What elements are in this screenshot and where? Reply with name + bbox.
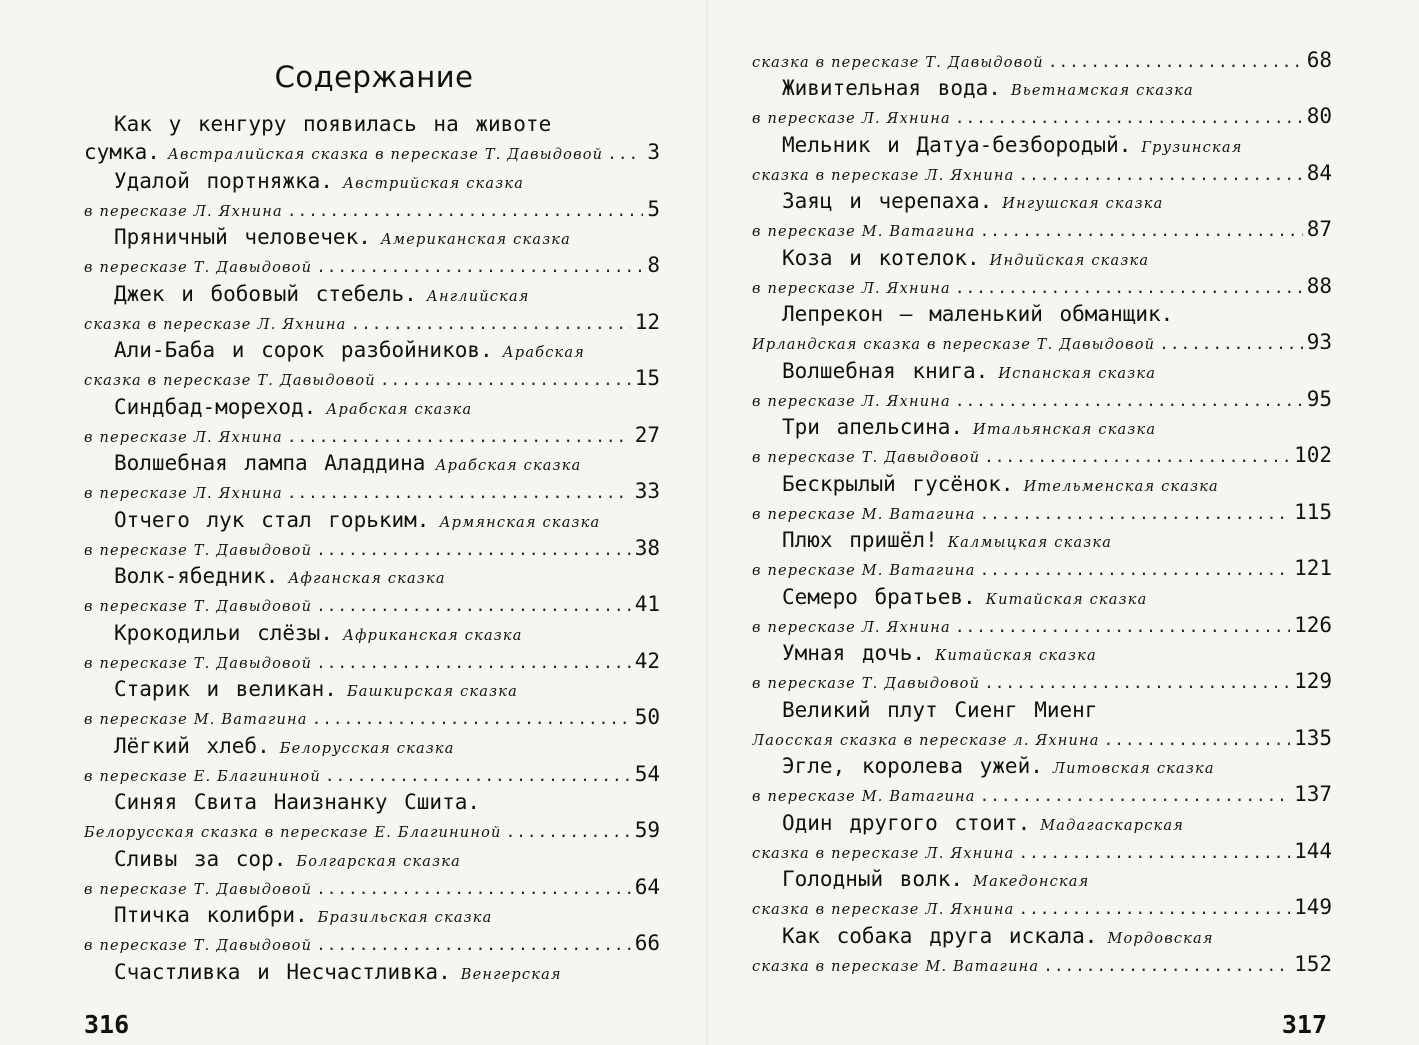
- toc-entry: [752, 924, 1332, 981]
- entry-title: Коза и котелок.: [782, 245, 980, 270]
- toc-entry: [84, 395, 660, 452]
- entry-title: Волк-ябедник.: [114, 564, 279, 588]
- toc-entry-line: [752, 330, 1332, 358]
- entry-page: 84: [1306, 160, 1332, 185]
- entry-page: 27: [634, 422, 660, 447]
- entry-source: сказка в пересказе Т. Давыдовой: [752, 55, 1044, 71]
- toc-entry-line: [84, 818, 660, 846]
- entry-title: Синдбад-мореход.: [114, 394, 317, 419]
- toc-entry-line: [84, 875, 660, 903]
- entry-origin: Арабская сказка: [326, 401, 473, 418]
- entry-source: сказка в пересказе Л. Яхнина: [84, 316, 347, 333]
- entry-page: 15: [634, 366, 660, 391]
- dot-leader: [607, 144, 643, 163]
- toc-entry: [752, 472, 1332, 529]
- entry-source: сказка в пересказе Т. Давыдовой: [84, 373, 376, 390]
- entry-source: в пересказе М. Ватагина: [752, 789, 976, 806]
- entry-source: в пересказе Т. Давыдовой: [84, 655, 313, 672]
- toc-entry: [752, 528, 1332, 585]
- toc-entry: [84, 621, 660, 678]
- toc-entry-line: [84, 197, 660, 225]
- toc-entry-line: [752, 867, 1332, 895]
- toc-entry-line: [752, 443, 1332, 471]
- dot-leader: [287, 483, 631, 502]
- dot-leader: [980, 504, 1290, 523]
- entry-title: Как собака друга искала.: [782, 923, 1098, 948]
- toc-entry: [84, 282, 660, 339]
- toc-entry-line: [84, 169, 660, 197]
- toc-entry-line: [752, 104, 1332, 132]
- toc-entry: [84, 338, 660, 395]
- entry-title: Лёгкий хлеб.: [114, 733, 270, 758]
- entry-page: 88: [1306, 273, 1332, 298]
- dot-leader: [1019, 165, 1303, 184]
- toc-entry-line: [84, 705, 660, 733]
- entry-origin: Бразильская сказка: [317, 910, 493, 926]
- entry-page: 8: [647, 253, 660, 278]
- toc-entry-line: [752, 217, 1332, 245]
- toc-entry-line: [752, 274, 1332, 302]
- entry-origin: Испанская сказка: [998, 365, 1157, 382]
- entry-page: 66: [634, 931, 660, 956]
- toc-entry-line: [752, 387, 1332, 415]
- toc-entry-line: [752, 246, 1332, 274]
- entry-origin: Американская сказка: [380, 232, 572, 248]
- toc-entry-line: [84, 903, 660, 931]
- entry-page: 144: [1294, 838, 1332, 863]
- toc-entry-line: [84, 649, 660, 677]
- entry-source: в пересказе Т. Давыдовой: [84, 938, 313, 955]
- toc-entry: [752, 867, 1332, 924]
- entry-source: Белорусская сказка в пересказе Е. Благининой: [84, 825, 502, 842]
- entry-origin: Китайская сказка: [985, 591, 1148, 608]
- entry-source: сказка в пересказе Л. Яхнина: [752, 167, 1015, 184]
- dot-leader: [955, 108, 1303, 127]
- entry-title: Великий плут Сиенг Миенг: [782, 697, 1098, 722]
- toc-entry: [752, 359, 1332, 416]
- entry-page: 80: [1306, 104, 1332, 129]
- entry-title-continued: сумка.: [84, 140, 160, 165]
- entry-origin: Литовская сказка: [1052, 761, 1215, 778]
- entry-page: 135: [1294, 725, 1332, 750]
- toc-entry: [752, 641, 1332, 698]
- entry-source: в пересказе Т. Давыдовой: [84, 881, 313, 898]
- entry-origin: Венгерская: [460, 966, 562, 983]
- entry-origin: Китайская сказка: [935, 648, 1097, 665]
- entry-origin: Белорусская сказка: [279, 740, 455, 757]
- toc-entry: [752, 189, 1332, 246]
- entry-origin: Мордовская: [1107, 930, 1214, 947]
- toc-entry-line: [84, 762, 660, 790]
- toc-entry: [84, 790, 660, 847]
- dot-leader: [351, 314, 631, 333]
- entry-origin: Башкирская сказка: [346, 684, 518, 700]
- entry-origin: Ительменская сказка: [1023, 478, 1219, 495]
- toc-entry-line: [84, 536, 660, 564]
- entry-source: в пересказе М. Ватагина: [752, 506, 976, 523]
- entry-title: Отчего лук стал горьким.: [114, 507, 430, 532]
- toc-entry: [84, 734, 660, 791]
- entry-page: 121: [1294, 556, 1332, 581]
- toc-entry-line: [84, 423, 660, 451]
- toc-entry-line: [752, 48, 1332, 76]
- entry-page: 126: [1294, 612, 1332, 637]
- entry-title: Крокодильи слёзы.: [114, 620, 333, 645]
- right-toc-list: [752, 48, 1332, 980]
- entry-origin: Арабская: [502, 345, 586, 361]
- entry-source: в пересказе М. Ватагина: [752, 563, 976, 580]
- entry-title: Волшебная книга.: [782, 358, 989, 383]
- entry-source: в пересказе Л. Яхнина: [752, 280, 951, 297]
- entry-page: 38: [634, 535, 660, 560]
- toc-entry-line: [84, 338, 660, 366]
- entry-origin: Грузинская: [1141, 139, 1243, 156]
- entry-title: Как у кенгуру появилась на животе: [114, 112, 552, 136]
- entry-page: 95: [1306, 386, 1332, 411]
- toc-entry-line: [84, 677, 660, 705]
- toc-entry-line: [752, 754, 1332, 782]
- entry-source: в пересказе Е. Благининой: [84, 768, 321, 785]
- entry-title: Джек и бобовый стебель.: [114, 281, 417, 306]
- entry-page: 42: [634, 648, 660, 673]
- entry-origin: Английская: [426, 288, 530, 305]
- entry-title: Лепрекон – маленький обманщик.: [782, 302, 1174, 327]
- toc-title: Содержание: [274, 60, 474, 94]
- dot-leader: [316, 596, 631, 615]
- dot-leader: [380, 370, 631, 389]
- toc-entry-line: [752, 924, 1332, 952]
- entry-title: Синяя Свита Наизнанку Сшита.: [114, 790, 481, 814]
- entry-title: Мельник и Датуа-безбородый.: [782, 132, 1132, 157]
- entry-page: 12: [634, 309, 660, 334]
- dot-leader: [955, 617, 1290, 636]
- toc-entry-line: [752, 415, 1332, 443]
- entry-source: в пересказе Т. Давыдовой: [752, 450, 981, 467]
- page-number-right: 317: [1281, 1010, 1327, 1039]
- toc-entry-continuation: [752, 48, 1332, 76]
- toc-entry-line: [84, 931, 660, 959]
- entry-origin: Калмыцкая сказка: [947, 535, 1113, 552]
- entry-page: 149: [1294, 895, 1332, 920]
- toc-entry: [84, 677, 660, 734]
- toc-entry: [84, 169, 660, 226]
- entry-title: Умная дочь.: [782, 641, 926, 666]
- entry-title: Семеро братьев.: [782, 584, 976, 609]
- toc-entry-line: [752, 161, 1332, 189]
- toc-entry-line: [84, 847, 660, 875]
- toc-entry: [752, 698, 1332, 755]
- entry-source: Лаосская сказка в пересказе л. Яхнина: [752, 732, 1100, 749]
- entry-page: 115: [1294, 499, 1332, 524]
- toc-entry: [84, 451, 660, 508]
- entry-origin: Африканская сказка: [342, 627, 523, 644]
- toc-entry-line: [752, 811, 1332, 839]
- toc-entry-line: [752, 528, 1332, 556]
- toc-entry: [84, 112, 660, 169]
- toc-entry: [84, 564, 660, 621]
- dot-leader: [316, 653, 631, 672]
- toc-entry: [84, 847, 660, 904]
- toc-entry-line: [84, 734, 660, 762]
- dot-leader: [980, 221, 1303, 240]
- dot-leader: [1043, 956, 1290, 975]
- entry-source: в пересказе Т. Давыдовой: [84, 542, 313, 559]
- toc-entry-line: [752, 669, 1332, 697]
- left-page: [0, 0, 708, 1045]
- toc-entry-line: [84, 225, 660, 253]
- toc-entry-line: [752, 472, 1332, 500]
- entry-source: в пересказе Л. Яхнина: [84, 203, 283, 220]
- entry-title: Эгле, королева ужей.: [782, 754, 1043, 779]
- toc-entry-line: [752, 585, 1332, 613]
- entry-title: Бескрылый гусёнок.: [782, 471, 1014, 496]
- dot-leader: [980, 786, 1290, 805]
- entry-page: 41: [634, 592, 660, 617]
- toc-entry-line: [84, 112, 660, 140]
- dot-leader: [984, 447, 1290, 466]
- entry-origin: Армянская сказка: [439, 514, 601, 531]
- entry-page: 137: [1294, 782, 1332, 807]
- toc-entry: [752, 302, 1332, 359]
- entry-origin: Австрийская сказка: [342, 175, 525, 192]
- dot-leader: [316, 257, 643, 276]
- entry-title: Плюх пришёл!: [782, 528, 938, 553]
- toc-entry: [752, 811, 1332, 868]
- entry-page: 5: [647, 196, 660, 221]
- entry-page: 87: [1306, 217, 1332, 242]
- toc-entry-line: [752, 613, 1332, 641]
- entry-source: в пересказе Л. Яхнина: [84, 429, 283, 446]
- entry-origin: Мадагаскарская: [1040, 817, 1185, 834]
- entry-source: в пересказе М. Ватагина: [84, 712, 308, 729]
- entry-title: Удалой портняжка.: [114, 168, 333, 193]
- dot-leader: [316, 879, 631, 898]
- toc-entry-line: [752, 726, 1332, 754]
- entry-title: Старик и великан.: [114, 677, 337, 701]
- toc-entry: [84, 225, 660, 282]
- entry-source: в пересказе Л. Яхнина: [752, 619, 951, 636]
- entry-origin: Вьетнамская сказка: [1010, 83, 1194, 100]
- entry-page: 152: [1294, 951, 1332, 976]
- toc-entry-line: [84, 451, 660, 479]
- toc-entry-line: [752, 895, 1332, 923]
- entry-title: Пряничный человечек.: [114, 225, 371, 249]
- toc-entry-line: [752, 556, 1332, 584]
- toc-entry-line: [84, 621, 660, 649]
- toc-entry-line: [84, 960, 660, 988]
- entry-title: Живительная вода.: [782, 76, 1001, 101]
- dot-leader: [980, 560, 1290, 579]
- toc-entry-line: [84, 592, 660, 620]
- toc-entry: [752, 246, 1332, 303]
- toc-entry: [752, 585, 1332, 642]
- toc-entry-line: [752, 76, 1332, 104]
- entry-source: в пересказе М. Ватагина: [752, 224, 976, 241]
- toc-entry-line: [84, 395, 660, 423]
- entry-page: 129: [1294, 669, 1332, 694]
- dot-leader: [325, 766, 631, 785]
- entry-origin: Ингушская сказка: [1002, 196, 1164, 213]
- entry-page: 33: [634, 479, 660, 504]
- toc-entry-line: [84, 366, 660, 394]
- toc-entry: [84, 903, 660, 960]
- dot-leader: [1048, 52, 1303, 71]
- toc-entry-line: [752, 782, 1332, 810]
- entry-page: 50: [634, 705, 660, 730]
- entry-source: Ирландская сказка в пересказе Т. Давыдовой: [752, 337, 1156, 354]
- dot-leader: [312, 709, 631, 728]
- dot-leader: [1159, 334, 1303, 353]
- entry-page: 54: [634, 761, 660, 786]
- toc-entry-line: [84, 790, 660, 818]
- dot-leader: [1104, 730, 1290, 749]
- toc-entry: [752, 754, 1332, 811]
- entry-title: Волшебная лампа Аладдина: [114, 451, 426, 475]
- toc-entry-line: [84, 140, 660, 168]
- toc-entry-line: [84, 310, 660, 338]
- entry-source: в пересказе Т. Давыдовой: [752, 676, 981, 693]
- dot-leader: [1019, 843, 1291, 862]
- entry-title: Один другого стоит.: [782, 810, 1031, 835]
- entry-source: сказка в пересказе Л. Яхнина: [752, 902, 1015, 919]
- entry-title: Али-Баба и сорок разбойников.: [114, 338, 493, 362]
- entry-source: в пересказе Л. Яхнина: [752, 111, 951, 128]
- toc-entry: [84, 508, 660, 565]
- toc-entry-line: [752, 189, 1332, 217]
- page-number-left: 316: [84, 1010, 130, 1039]
- toc-entry-line: [752, 500, 1332, 528]
- toc-entry-line: [84, 253, 660, 281]
- entry-page: 93: [1306, 330, 1332, 355]
- entry-title: Заяц и черепаха.: [782, 189, 993, 214]
- toc-entry-partial: [84, 960, 660, 1017]
- right-page: [710, 0, 1419, 1045]
- entry-page: 68: [1306, 48, 1332, 72]
- entry-origin: Афганская сказка: [288, 571, 446, 587]
- entry-source: в пересказе Л. Яхнина: [84, 486, 283, 503]
- entry-origin: Итальянская сказка: [973, 422, 1157, 439]
- toc-entry-line: [752, 359, 1332, 387]
- entry-source: Австралийская сказка в пересказе Т. Давыдовой: [167, 147, 604, 164]
- entry-origin: Македонская: [973, 874, 1090, 891]
- entry-page: 59: [634, 818, 660, 843]
- entry-origin: Болгарская сказка: [296, 853, 461, 870]
- entry-source: в пересказе Т. Давыдовой: [84, 599, 313, 616]
- entry-title: Сливы за сор.: [114, 846, 287, 871]
- toc-entry-line: [84, 508, 660, 536]
- entry-page: 64: [634, 874, 660, 899]
- toc-entry-line: [84, 282, 660, 310]
- dot-leader: [287, 427, 631, 446]
- entry-title: Голодный волк.: [782, 867, 964, 892]
- dot-leader: [506, 822, 631, 841]
- dot-leader: [1019, 899, 1291, 918]
- toc-entry-line: [84, 564, 660, 592]
- toc-entry: [752, 133, 1332, 190]
- dot-leader: [955, 278, 1303, 297]
- toc-entry-line: [752, 839, 1332, 867]
- dot-leader: [316, 935, 631, 954]
- entry-source: сказка в пересказе Л. Яхнина: [752, 845, 1015, 862]
- entry-title: Три апельсина.: [782, 415, 964, 440]
- toc-entry-line: [752, 952, 1332, 980]
- entry-page: 102: [1294, 443, 1332, 468]
- entry-title: Птичка колибри.: [114, 903, 308, 927]
- entry-source: в пересказе Т. Давыдовой: [84, 260, 313, 277]
- toc-entry-line: [752, 302, 1332, 330]
- dot-leader: [984, 673, 1290, 692]
- toc-entry-line: [84, 479, 660, 507]
- dot-leader: [316, 540, 631, 559]
- entry-origin: Арабская сказка: [435, 458, 582, 474]
- left-toc-list: [84, 112, 660, 1016]
- dot-leader: [955, 391, 1303, 410]
- entry-source: в пересказе Л. Яхнина: [752, 393, 951, 410]
- toc-entry-line: [752, 133, 1332, 161]
- dot-leader: [287, 201, 643, 220]
- entry-title: Счастливка и Несчастливка.: [114, 959, 451, 984]
- entry-source: сказка в пересказе М. Ватагина: [752, 958, 1040, 975]
- entry-page: 3: [647, 140, 660, 165]
- toc-entry: [752, 76, 1332, 133]
- entry-origin: Индийская сказка: [989, 252, 1150, 269]
- toc-entry: [752, 415, 1332, 472]
- toc-entry-line: [752, 641, 1332, 669]
- toc-entry-line: [752, 698, 1332, 726]
